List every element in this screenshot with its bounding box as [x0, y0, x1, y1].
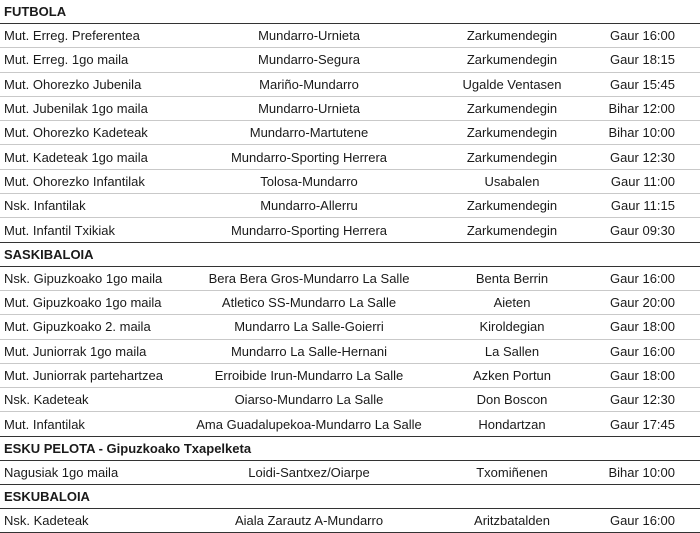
category-cell: Mut. Gipuzkoako 2. maila [4, 319, 151, 335]
time-cell: Gaur 16:00 [609, 513, 675, 529]
table-row [0, 509, 700, 533]
time-cell: Bihar 10:00 [608, 464, 675, 480]
table-row [0, 48, 700, 72]
venue-cell: Hondartzan [478, 416, 546, 432]
venue-cell: Zarkumendegin [466, 101, 558, 117]
table-row [0, 388, 700, 412]
category-cell: Mut. Kadeteak 1go maila [4, 149, 148, 165]
venue-cell: Aritzbatalden [474, 513, 550, 529]
table-row [0, 461, 700, 485]
match-cell: Mundarro-Urnieta [258, 28, 360, 44]
time-cell: Gaur 16:00 [609, 28, 675, 44]
time-cell: Bihar 12:00 [608, 101, 675, 117]
match-cell: Mundarro-Urnieta [258, 101, 360, 117]
category-cell: Nsk. Gipuzkoako 1go maila [4, 270, 163, 286]
venue-cell: Zarkumendegin [466, 198, 558, 214]
table-row [0, 170, 700, 194]
match-cell: Erroibide Irun-Mundarro La Salle [214, 368, 404, 383]
time-cell: Gaur 18:15 [609, 52, 675, 68]
category-cell: Mut. Erreg. 1go maila [4, 52, 129, 68]
category-cell: Mut. Infantil Txikiak [4, 222, 116, 238]
table-row [0, 73, 700, 97]
time-cell: Gaur 18:00 [609, 368, 675, 383]
category-cell: Mut. Gipuzkoako 1go maila [4, 295, 162, 311]
venue-cell: Don Boscon [476, 392, 548, 408]
table-row [0, 364, 700, 388]
table-row [0, 315, 700, 339]
venue-cell: Kiroldegian [479, 319, 545, 335]
venue-cell: Ugalde Ventasen [462, 76, 562, 92]
category-cell: Mut. Ohorezko Infantilak [4, 173, 145, 189]
table-row [0, 194, 700, 218]
match-cell: Ama Guadalupekoa-Mundarro La Salle [196, 416, 422, 432]
time-cell: Gaur 09:30 [609, 222, 675, 238]
table-row [0, 267, 700, 291]
venue-cell: Zarkumendegin [466, 28, 558, 44]
match-cell: Mariño-Mundarro [259, 76, 359, 92]
match-cell: Mundarro La Salle-Hernani [230, 343, 388, 359]
category-cell: Mut. Jubenilak 1go maila [4, 101, 148, 117]
table-row [0, 145, 700, 169]
time-cell: Gaur 12:30 [609, 149, 675, 165]
venue-cell: Zarkumendegin [466, 125, 558, 141]
match-cell: Tolosa-Mundarro [260, 173, 358, 189]
section-header: SASKIBALOIA [0, 243, 700, 267]
match-cell: Mundarro-Segura [258, 52, 360, 68]
table-row [0, 291, 700, 315]
venue-cell: La Sallen [484, 343, 540, 359]
time-cell: Gaur 11:00 [610, 173, 675, 189]
table-row [0, 412, 700, 436]
match-cell: Mundarro-Martutene [249, 125, 369, 141]
time-cell: Gaur 17:45 [609, 416, 675, 432]
match-cell: Aiala Zarautz A-Mundarro [234, 513, 384, 529]
time-cell: Gaur 16:00 [609, 343, 675, 359]
match-cell: Mundarro La Salle-Goierri [234, 319, 384, 335]
match-cell: Mundarro-Sporting Herrera [230, 149, 388, 165]
category-cell: Nsk. Kadeteak [4, 392, 89, 408]
section-header: ESKUBALOIA [0, 485, 700, 509]
venue-cell: Zarkumendegin [466, 52, 558, 68]
time-cell: Gaur 11:15 [610, 198, 675, 214]
category-cell: Mut. Erreg. Preferentea [4, 28, 140, 44]
venue-cell: Aieten [493, 295, 531, 311]
time-cell: Gaur 15:45 [609, 76, 675, 92]
venue-cell: Azken Portun [472, 368, 552, 383]
venue-cell: Zarkumendegin [466, 149, 558, 165]
table-row [0, 97, 700, 121]
category-cell: Mut. Juniorrak 1go maila [4, 343, 147, 359]
category-cell: Mut. Ohorezko Kadeteak [4, 125, 148, 141]
category-cell: Mut. Juniorrak partehartzea [4, 368, 163, 383]
table-row [0, 24, 700, 48]
category-cell: Nsk. Kadeteak [4, 513, 89, 529]
table-row [0, 218, 700, 242]
time-cell: Gaur 12:30 [609, 392, 675, 408]
venue-cell: Benta Berrin [475, 270, 549, 286]
table-row [0, 121, 700, 145]
category-cell: Mut. Infantilak [4, 416, 85, 432]
category-cell: Mut. Ohorezko Jubenila [4, 76, 142, 92]
match-cell: Bera Bera Gros-Mundarro La Salle [208, 270, 410, 286]
category-cell: Nagusiak 1go maila [4, 464, 119, 480]
time-cell: Gaur 20:00 [609, 295, 675, 311]
table-row [0, 340, 700, 364]
time-cell: Gaur 18:00 [609, 319, 675, 335]
venue-cell: Usabalen [484, 173, 540, 189]
venue-cell: Txomiñenen [476, 464, 548, 480]
match-cell: Mundarro-Allerru [260, 198, 358, 214]
section-header: FUTBOLA [0, 0, 700, 24]
venue-cell: Zarkumendegin [466, 222, 558, 238]
match-cell: Atletico SS-Mundarro La Salle [221, 295, 397, 311]
category-cell: Nsk. Infantilak [4, 198, 86, 214]
time-cell: Bihar 10:00 [608, 125, 675, 141]
match-cell: Oiarso-Mundarro La Salle [234, 392, 384, 408]
match-cell: Mundarro-Sporting Herrera [230, 222, 388, 238]
section-header: ESKU PELOTA - Gipuzkoako Txapelketa [0, 437, 700, 461]
match-cell: Loidi-Santxez/Oiarpe [248, 464, 370, 480]
time-cell: Gaur 16:00 [609, 270, 675, 286]
